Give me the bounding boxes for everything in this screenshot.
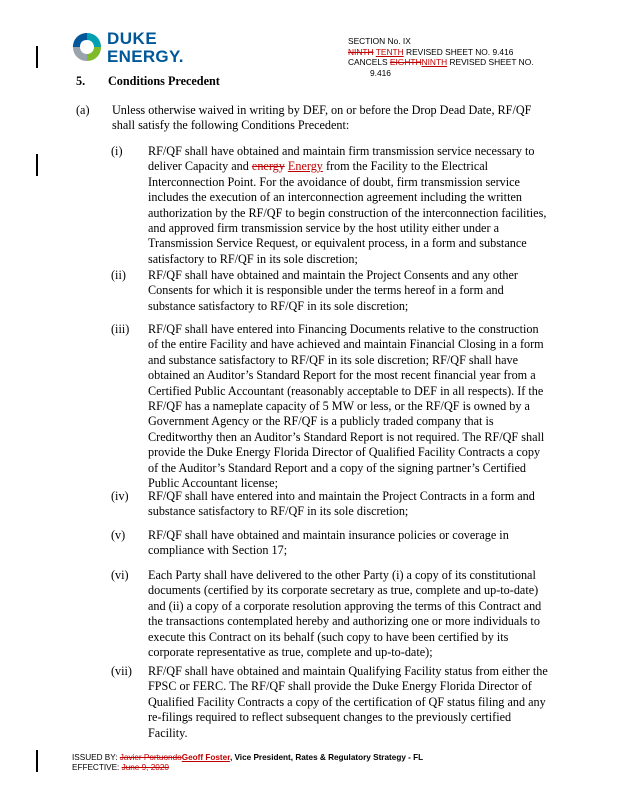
duke-energy-logo-mark <box>70 30 104 64</box>
inserted-word: Energy <box>287 159 323 174</box>
effective-label: EFFECTIVE: <box>72 763 120 773</box>
cancels-sheet-number: 9.416 <box>370 67 391 78</box>
deleted-name: Javier Portuondo <box>119 753 182 762</box>
condition-label: (i) <box>111 144 123 158</box>
inserted-ordinal: TENTH <box>375 46 404 57</box>
revision-bar <box>36 750 38 772</box>
section-number: SECTION No. IX <box>348 36 411 46</box>
section-title: Conditions Precedent <box>108 74 220 88</box>
sheet-footer <box>72 753 423 773</box>
issued-by-title: , Vice President, Rates & Regulatory Strategy - FL <box>229 753 424 762</box>
condition-text: RF/QF shall have obtained and maintain insurance policies or coverage in compliance with Section 17; <box>148 528 509 558</box>
logo-text-duke: DUKE <box>107 29 158 48</box>
revised-sheet-text: REVISED SHEET NO. 9.416 <box>406 46 514 57</box>
revision-bar <box>36 154 38 176</box>
paragraph-text: Unless otherwise waived in writing by DEF, on or before the Drop Dead Date, RF/QF shall satisfy the following Conditions Precedent: <box>112 103 532 133</box>
sheet-header <box>348 36 534 78</box>
condition-text: RF/QF shall have obtained and maintain the Project Consents and any other Consents for which it is responsible under the terms hereof in a form and substance satisfactory to RF/QF in its sole discretion; <box>148 268 518 313</box>
condition-text-part: from the Facility to the Electrical Interconnection Point. For the avoidance of doubt, firm transmission service includes the execution of an interconnection agreement including the written authorization by the RF/QF to begin construction of the interconnection facilities, and approved firm transmission service by the host utility either under a Transmission Service Request, or equivalent process, in a form and substance satisfactory to RF/QF in its sole discretion; <box>148 159 547 266</box>
paragraph-label: (a) <box>76 103 90 117</box>
deleted-ordinal: NINTH <box>348 46 374 57</box>
condition-label: (vi) <box>111 568 129 582</box>
deleted-ordinal: EIGHTH <box>389 57 422 67</box>
condition-label: (vii) <box>111 664 132 678</box>
condition-text: RF/QF shall have entered into and maintain the Project Contracts in a form and substance satisfactory to RF/QF in its sole discretion; <box>148 489 535 519</box>
condition-label: (iv) <box>111 489 129 503</box>
condition-text-part: RF/QF shall have obtained and maintain firm transmission service necessary to deliver Capacity and <box>148 144 535 174</box>
condition-text: RF/QF shall have obtained and maintain Qualifying Facility status from either the FPSC or FERC. The RF/QF shall provide the Duke Energy Florida Director of Qualified Facility Contracts a copy of the certification of QF status filing and any re-filings required to reflect subsequent changes to the previously certified Facility. <box>148 664 548 740</box>
revised-sheet-line <box>348 47 534 58</box>
condition-label: (v) <box>111 528 126 542</box>
condition-label: (ii) <box>111 268 126 282</box>
inserted-name: Geoff Foster <box>181 753 230 762</box>
issued-by-line <box>72 753 423 763</box>
condition-text: RF/QF shall have entered into Financing Documents relative to the construction of the entire Facility and have achieved and maintain Financial Closing in a form and substance satisfactory to RF/QF in its sole discretion; RF/QF shall have obtained an Auditor’s Standard Report for the most recent financial year from a Certified Public Accountant (reasonably acceptable to DEF in all respects). If the RF/QF has a nameplate capacity of 5 MW or less, or the RF/QF is owned by a Government Agency or the RF/QF is a publicly traded company that is Creditworthy then an Auditor’s Standard Report is not required. The RF/QF shall provide the Duke Energy Florida Director of Qualified Facility Contracts a copy of the Auditor’s Standard Report and a copy of the signing partner’s Certified Public Accountant license; <box>148 322 545 491</box>
condition-label: (iii) <box>111 322 130 336</box>
revision-bar <box>36 46 38 68</box>
effective-line <box>72 763 423 773</box>
section-number-label: 5. <box>76 74 86 88</box>
logo-text-energy: ENERGY. <box>107 47 184 66</box>
issued-by-label: ISSUED BY: <box>72 753 118 762</box>
deleted-date: June 9, 2020 <box>121 763 169 773</box>
duke-energy-logo <box>70 28 184 68</box>
cancels-label: CANCELS <box>348 57 388 67</box>
deleted-word: energy <box>251 159 285 174</box>
cancels-text: REVISED SHEET NO. <box>449 57 534 67</box>
condition-text <box>148 144 551 267</box>
condition-text: Each Party shall have delivered to the other Party (i) a copy of its constitutional documents (certified by its corporate secretary as true, complete and up-to-date) and (ii) a copy of a corporate resolution approving the terms of this Contract and the transactions contemplated hereby and authorizing one or more individuals to execute this Contract on its behalf (such copy to have been certified by its corporate representative as true, complete and up-to-date); <box>148 568 542 660</box>
cancels-line <box>348 57 534 68</box>
inserted-ordinal: NINTH <box>421 57 448 67</box>
